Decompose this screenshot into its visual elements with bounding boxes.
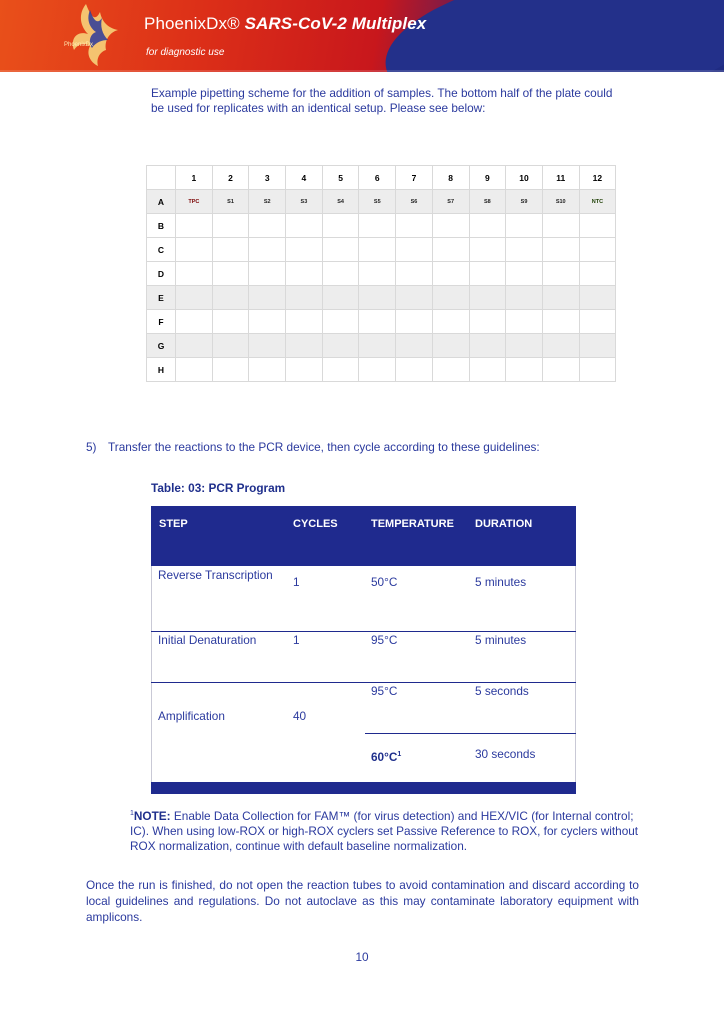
plate-col-header: 10 — [506, 166, 543, 190]
step-number: 5) — [86, 440, 97, 454]
amp-temperature-1: 95°C — [371, 684, 398, 698]
well-sample: S6 — [396, 190, 433, 214]
plate-row-a — [147, 190, 616, 214]
plate-col-header: 1 — [176, 166, 213, 190]
well-sample: S8 — [469, 190, 506, 214]
rt-temperature: 50°C — [371, 575, 398, 589]
denat-temperature: 95°C — [371, 633, 398, 647]
plate-col-header: 4 — [286, 166, 323, 190]
well-ntc: NTC — [579, 190, 616, 214]
sub-row-divider — [365, 733, 576, 734]
footnote — [130, 806, 640, 854]
header-step: STEP — [159, 518, 188, 530]
plate-col-header: 7 — [396, 166, 433, 190]
closing-paragraph: Once the run is finished, do not open the reaction tubes to avoid contamination and discard according to local guidelines and regulations. Do not autoclave as this may contaminate laboratory equipment with amplicons. — [86, 878, 639, 924]
table-right-border — [575, 566, 576, 782]
step-text: Transfer the reactions to the PCR device, then cycle according to these guidelines: — [108, 440, 540, 454]
table-caption: Table: 03: PCR Program — [151, 481, 286, 495]
plate-col-header: 12 — [579, 166, 616, 190]
brand-name: PhoenixDx® — [144, 14, 240, 33]
phoenix-logo-icon — [56, 0, 132, 68]
well-sample: S1 — [212, 190, 249, 214]
row-divider — [151, 631, 576, 632]
rt-cycles: 1 — [293, 575, 300, 589]
plate-col-header: 11 — [542, 166, 579, 190]
pcr-table-footer — [151, 782, 576, 794]
well-sample: S7 — [432, 190, 469, 214]
plate-corner — [147, 166, 176, 190]
plate-row-header: H — [147, 358, 176, 382]
amp-duration-2: 30 seconds — [475, 747, 536, 761]
plate-row-header: B — [147, 214, 176, 238]
header-title — [144, 14, 426, 34]
well-sample: S4 — [322, 190, 359, 214]
header-swoosh — [376, 0, 724, 72]
amp-duration-1: 5 seconds — [475, 684, 529, 698]
plate-col-header: 5 — [322, 166, 359, 190]
rt-duration: 5 minutes — [475, 575, 527, 589]
well-sample: S2 — [249, 190, 286, 214]
well-sample: S3 — [286, 190, 323, 214]
plate-row-header: D — [147, 262, 176, 286]
plate-col-header: 2 — [212, 166, 249, 190]
row-divider — [151, 682, 576, 683]
amp-step: Amplification — [158, 709, 225, 723]
pcr-table-header — [151, 506, 576, 566]
note-marker: 1 — [130, 810, 134, 817]
pcr-program-table — [151, 506, 576, 794]
amp-cycles: 40 — [293, 709, 307, 723]
plate-row-f — [147, 310, 616, 334]
header-temperature: TEMPERATURE — [371, 518, 454, 530]
plate-row-header: C — [147, 238, 176, 262]
plate-row-header: G — [147, 334, 176, 358]
plate-row-c — [147, 238, 616, 262]
header-cycles: CYCLES — [293, 518, 338, 530]
note-text: Enable Data Collection for FAM™ (for virus detection) and HEX/VIC (for Internal control; IC). When using low-ROX or high-ROX cyclers set Passive Reference to ROX, for cyclers without ROX normalization, continue with default baseline normalization. — [130, 808, 639, 853]
amp-temp2-footnote: 1 — [397, 751, 402, 758]
note-label: NOTE: — [133, 808, 171, 823]
denat-step: Initial Denaturation — [158, 633, 257, 647]
plate-row-header: F — [147, 310, 176, 334]
well-tpc: TPC — [176, 190, 213, 214]
table-left-border — [151, 566, 152, 782]
header-banner — [0, 0, 724, 72]
svg-text:PhoenixDx: PhoenixDx — [64, 42, 94, 48]
plate-col-header: 9 — [469, 166, 506, 190]
amp-temp2-value: 60°C — [371, 749, 398, 764]
well-sample: S5 — [359, 190, 396, 214]
product-name: SARS-CoV-2 Multiplex — [244, 14, 427, 33]
plate-row-header: A — [147, 190, 176, 214]
plate-row-b — [147, 214, 616, 238]
page-number: 10 — [355, 950, 369, 964]
denat-duration: 5 minutes — [475, 633, 527, 647]
plate-row-header: E — [147, 286, 176, 310]
plate-col-header: 8 — [432, 166, 469, 190]
step-5 — [86, 440, 540, 454]
header-duration: DURATION — [475, 518, 533, 530]
plate-header-row — [147, 166, 616, 190]
plate-col-header: 3 — [249, 166, 286, 190]
amp-temperature-2 — [371, 747, 401, 765]
plate-row-g — [147, 334, 616, 358]
plate-row-h — [147, 358, 616, 382]
header-subtitle: for diagnostic use — [146, 47, 225, 58]
intro-paragraph: Example pipetting scheme for the addition of samples. The bottom half of the plate could be used for replicates with an identical setup. Please see below: — [151, 86, 613, 115]
plate-col-header: 6 — [359, 166, 396, 190]
pipetting-plate — [146, 165, 616, 382]
header-divider — [0, 70, 724, 72]
well-sample: S10 — [542, 190, 579, 214]
well-sample: S9 — [506, 190, 543, 214]
denat-cycles: 1 — [293, 633, 300, 647]
rt-step: Reverse Transcription — [158, 568, 273, 582]
plate-row-d — [147, 262, 616, 286]
plate-row-e — [147, 286, 616, 310]
